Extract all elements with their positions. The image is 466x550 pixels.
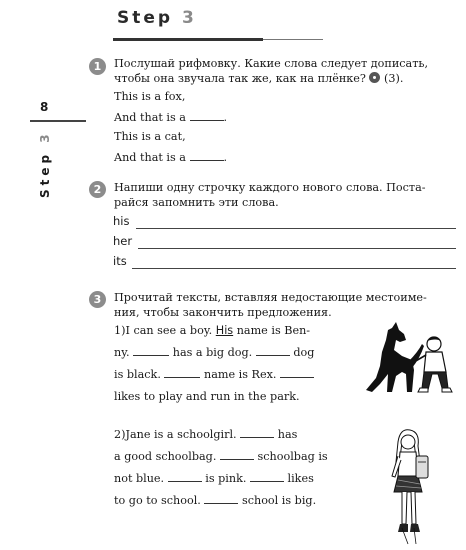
text-2: [114, 424, 364, 512]
rhyme-line-4: [114, 150, 227, 164]
text-1-blank-4[interactable]: [280, 367, 314, 378]
word-its: its: [113, 254, 127, 268]
task-2-instruction: [114, 180, 460, 210]
text-2-part: is pink.: [205, 472, 247, 485]
rhyme-line-2-end: .: [223, 111, 228, 124]
step-label: Step: [117, 8, 174, 28]
text-2-blank-2[interactable]: [220, 449, 254, 460]
text-2-blank-1[interactable]: [240, 427, 274, 438]
writing-line-his[interactable]: [136, 228, 456, 229]
text-2-part: a good schoolbag.: [114, 450, 217, 463]
text-2-part: likes: [287, 472, 314, 485]
page-number: 8: [40, 100, 49, 114]
text-1-part: I can see a boy.: [125, 324, 213, 337]
rhyme-line-2: [114, 110, 227, 124]
writing-line-its[interactable]: [132, 268, 456, 269]
task-3-instruction-line2: ния, чтобы закончить предложения.: [114, 306, 332, 319]
text-1-part: is black.: [114, 368, 161, 381]
task-1-instruction-line2: чтобы она звучала так же, как на плёнке?: [114, 72, 366, 85]
page-heading: [117, 8, 197, 28]
side-step-text: Step: [38, 150, 52, 198]
text-2-part: not blue.: [114, 472, 165, 485]
task-2-instruction-line2: райся запомнить эти слова.: [114, 196, 279, 209]
rhyme-blank-2[interactable]: [190, 150, 224, 161]
text-2-part: to go to school.: [114, 494, 201, 507]
girl-icon: [392, 430, 422, 544]
text-1-number: 1): [114, 324, 126, 337]
text-1-line-4: likes to play and run in the park.: [114, 390, 300, 403]
text-1-part: name is Rex.: [204, 368, 277, 381]
task-1-track: (3).: [384, 72, 404, 85]
rhyme-line-3: This is a cat,: [114, 130, 186, 143]
audio-cd-icon: [369, 72, 380, 83]
rhyme-line-2-text: And that is a: [114, 111, 186, 124]
heading-rule: [113, 38, 263, 41]
side-step-label: [38, 130, 52, 198]
text-2-part: school is big.: [241, 494, 317, 507]
text-1: [114, 320, 364, 408]
girl-with-schoolbag-illustration: [386, 428, 430, 546]
task-1-instruction-line1: Послушай рифмовку. Какие слова следует дописать,: [114, 57, 429, 70]
text-1-line-2: [114, 342, 364, 364]
dog-icon: [366, 322, 424, 392]
task-3-instruction: [114, 290, 460, 320]
task-2-instruction-line1: Напиши одну строчку каждого нового слова. Поста-: [114, 181, 426, 194]
text-1-line-3: [114, 364, 364, 386]
word-his: his: [113, 214, 130, 228]
text-1-part: ny.: [114, 346, 130, 359]
task-3-instruction-line1: Прочитай тексты, вставляя недостающие местоиме-: [114, 291, 427, 304]
task-2-badge: 2: [89, 181, 106, 198]
example-answer: His: [215, 324, 234, 337]
text-1-part: has a big dog.: [172, 346, 253, 359]
text-1-blank-2[interactable]: [256, 345, 290, 356]
rhyme-line-1: This is a fox,: [114, 90, 186, 103]
heading-rule-thin: [263, 39, 323, 40]
task-3-badge: 3: [89, 291, 106, 308]
rhyme-line-4-text: And that is a: [114, 151, 186, 164]
side-rule: [30, 120, 86, 122]
side-step-number: 3: [38, 130, 52, 143]
text-2-line-1: [114, 424, 364, 446]
rhyme-blank-1[interactable]: [190, 110, 224, 121]
word-her: her: [113, 234, 133, 248]
text-1-blank-1[interactable]: [133, 345, 169, 356]
task-1-badge: 1: [89, 58, 106, 75]
text-2-line-3: [114, 468, 364, 490]
text-2-part: Jane is a schoolgirl.: [125, 428, 237, 441]
text-1-line-1: [114, 320, 364, 342]
text-2-blank-5[interactable]: [204, 493, 238, 504]
writing-line-her[interactable]: [138, 248, 456, 249]
text-1-part: dog: [293, 346, 315, 359]
boy-with-dog-illustration: [362, 322, 458, 398]
boy-icon: [414, 337, 452, 393]
step-number: 3: [182, 8, 197, 28]
text-2-number: 2): [114, 428, 126, 441]
task-1-instruction: [114, 56, 460, 86]
rhyme-line-4-end: .: [223, 151, 228, 164]
text-1-part: name is Ben-: [236, 324, 311, 337]
text-2-part: has: [277, 428, 298, 441]
text-2-part: schoolbag is: [257, 450, 328, 463]
text-1-blank-3[interactable]: [164, 367, 200, 378]
text-2-blank-3[interactable]: [168, 471, 202, 482]
text-2-blank-4[interactable]: [250, 471, 284, 482]
text-2-line-4: [114, 490, 364, 512]
schoolbag-icon: [416, 456, 428, 478]
text-2-line-2: [114, 446, 364, 468]
